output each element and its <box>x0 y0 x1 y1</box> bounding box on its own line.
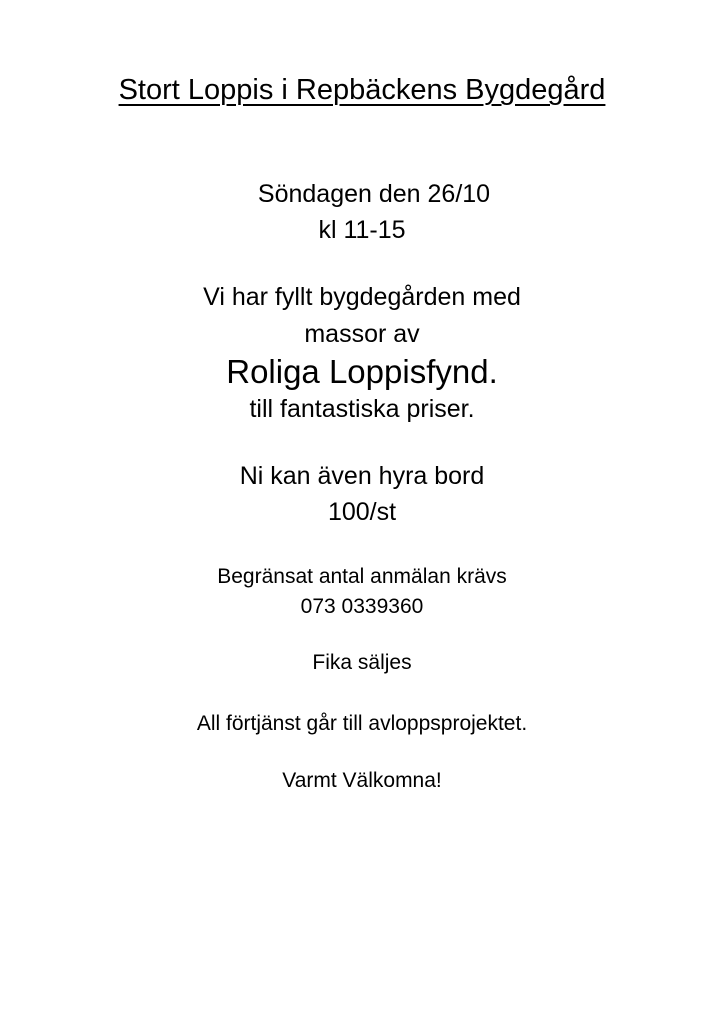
table-rental-price: 100/st <box>327 498 397 526</box>
event-time: kl 11-15 <box>318 216 406 244</box>
table-rental-line-1: Ni kan även hyra bord <box>239 462 485 490</box>
intro-line-2: massor av <box>304 320 420 348</box>
poster-title: Stort Loppis i Repbäckens Bygdegård <box>118 74 606 106</box>
profit-note: All förtjänst går till avloppsprojektet. <box>196 712 528 735</box>
fika-note: Fika säljes <box>312 651 412 674</box>
highlight-text: Roliga Loppisfynd. <box>226 353 498 390</box>
phone-number: 073 0339360 <box>300 595 424 618</box>
welcome-text: Varmt Välkomna! <box>282 769 442 792</box>
prices-text: till fantastiska priser. <box>249 395 475 423</box>
intro-line-1: Vi har fyllt bygdegården med <box>203 283 521 311</box>
event-date: Söndagen den 26/10 <box>257 180 491 208</box>
registration-note: Begränsat antal anmälan krävs <box>217 565 507 588</box>
